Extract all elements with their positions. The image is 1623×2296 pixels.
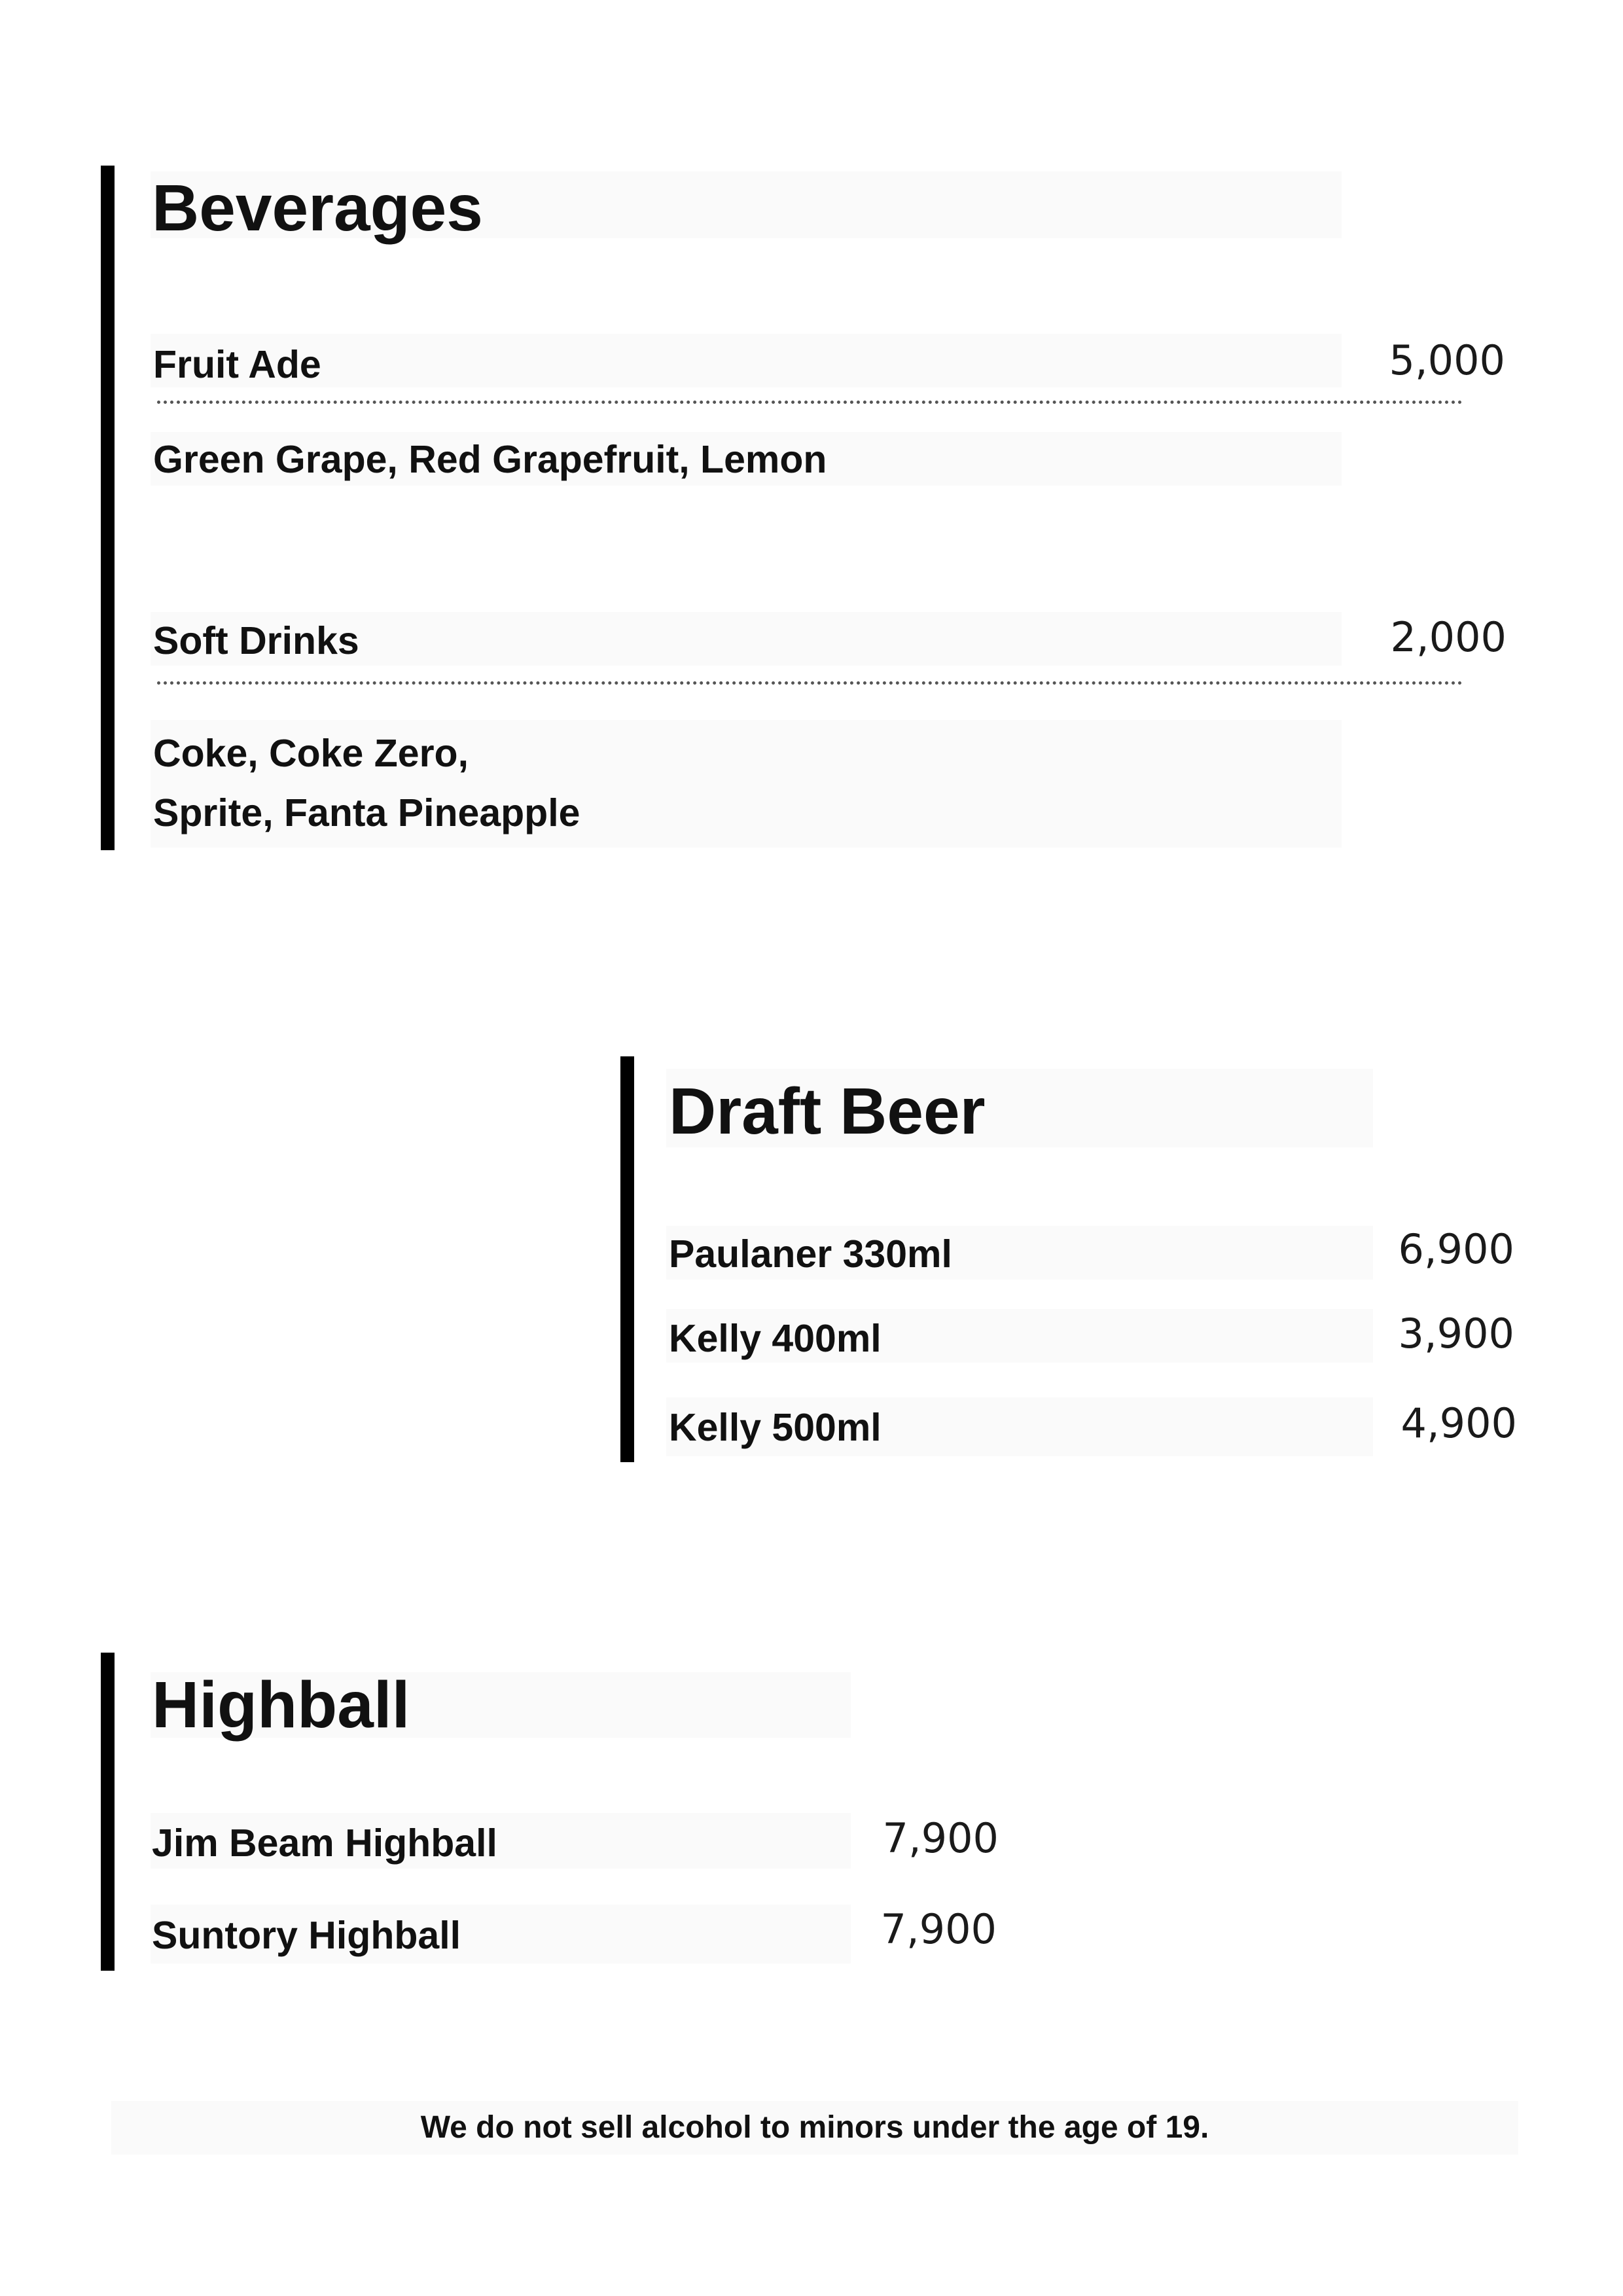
beverages-title: Beverages [152,171,483,245]
highball-title: Highball [152,1668,410,1742]
fruit-ade-name: Fruit Ade [153,343,321,386]
fruit-ade-price: 5,000 [1389,336,1505,384]
kelly-400-price: 3,900 [1398,1310,1514,1357]
kelly-400-name: Kelly 400ml [669,1317,882,1360]
kelly-500-name: Kelly 500ml [669,1406,882,1449]
jim-beam-price: 7,900 [882,1814,999,1862]
suntory-price: 7,900 [880,1905,997,1953]
beverages-section-bar [101,166,115,850]
soft-drinks-price: 2,000 [1390,613,1507,661]
soft-drinks-dotted-leader [157,681,1463,685]
fruit-ade-description: Green Grape, Red Grapefruit, Lemon [153,438,827,481]
draft-beer-section-bar [620,1056,634,1462]
draft-beer-title: Draft Beer [669,1075,986,1148]
fruit-ade-dotted-leader [157,401,1463,404]
kelly-500-price: 4,900 [1400,1399,1517,1447]
soft-drinks-description-line-2: Sprite, Fanta Pineapple [153,791,580,834]
suntory-name: Suntory Highball [152,1914,461,1957]
jim-beam-name: Jim Beam Highball [152,1821,497,1865]
soft-drinks-name: Soft Drinks [153,619,359,662]
fruit-ade-row-highlight [151,334,1342,387]
highball-section-bar [101,1653,115,1971]
soft-drinks-description-line-1: Coke, Coke Zero, [153,732,469,775]
paulaner-price: 6,900 [1398,1225,1514,1273]
paulaner-name: Paulaner 330ml [669,1232,952,1276]
age-notice: We do not sell alcohol to minors under the age of 19. [420,2110,1209,2145]
